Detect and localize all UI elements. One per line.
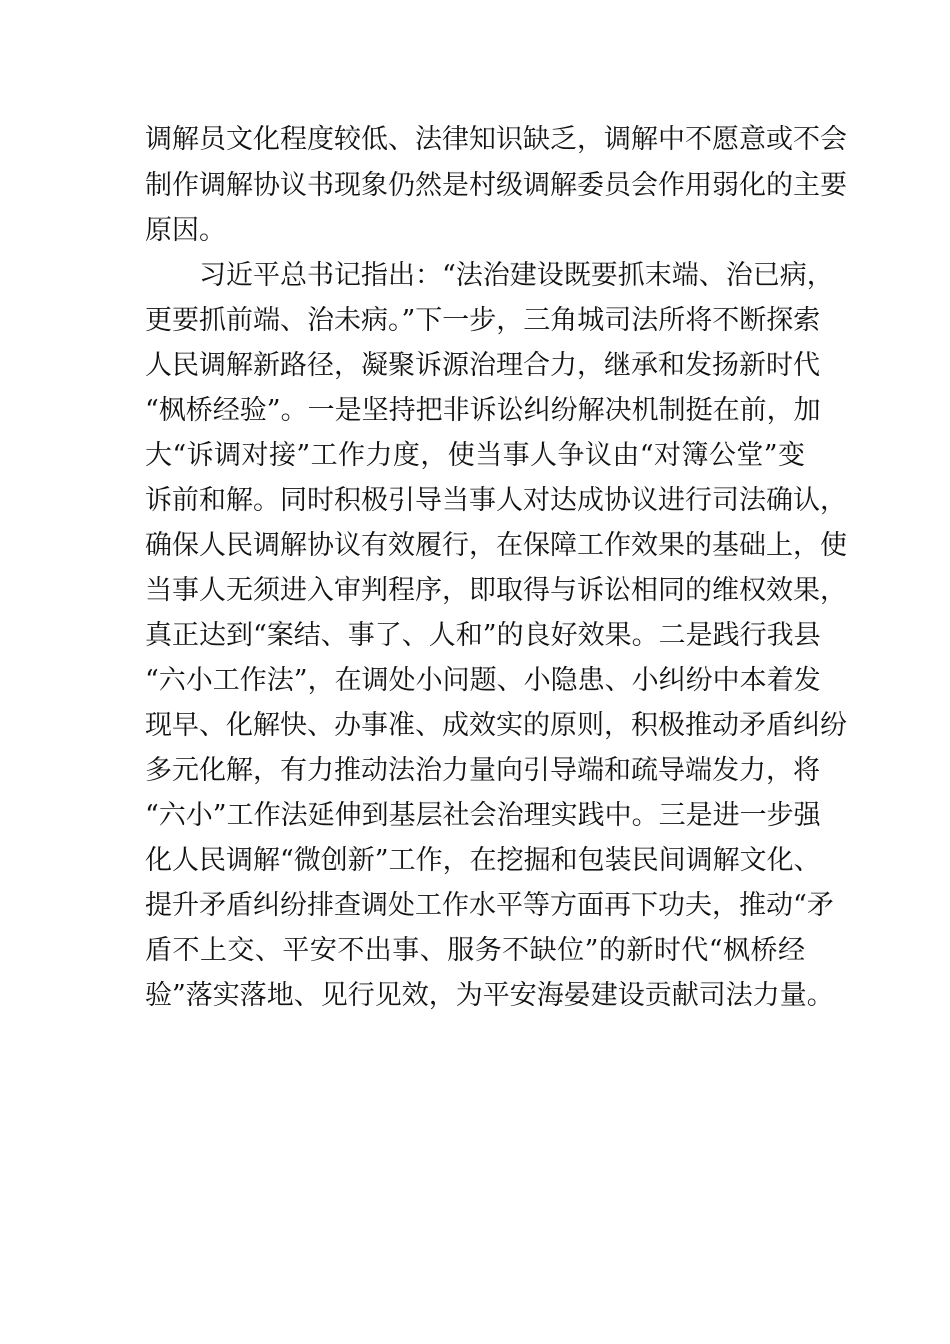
text-line: 调解员文化程度较低、法律知识缺乏，调解中不愿意或不会	[145, 124, 847, 155]
text-line: 人民调解新路径，凝聚诉源治理合力，继承和发扬新时代	[145, 350, 820, 381]
text-line: 大“诉调对接”工作力度，使当事人争议由“对簿公堂”变	[145, 440, 805, 471]
text-line: 制作调解协议书现象仍然是村级调解委员会作用弱化的主要	[145, 170, 847, 201]
text-line: 更要抓前端、治未病。”下一步，三角城司法所将不断探索	[145, 305, 821, 336]
text-line: 多元化解，有力推动法治力量向引导端和疏导端发力，将	[145, 755, 820, 786]
text-line: 盾不上交、平安不出事、服务不缺位”的新时代“枫桥经	[145, 935, 805, 966]
text-line: “六小”工作法延伸到基层社会治理实践中。三是进一步强	[145, 800, 821, 831]
text-line: “六小工作法”，在调处小问题、小隐患、小纠纷中本着发	[145, 665, 821, 696]
text-line: 真正达到“案结、事了、人和”的良好效果。二是践行我县	[145, 620, 821, 651]
text-line: 现早、化解快、办事准、成效实的原则，积极推动矛盾纠纷	[145, 710, 847, 741]
text-line: 提升矛盾纠纷排查调处工作水平等方面再下功夫，推动“矛	[145, 890, 834, 921]
text-line: “枫桥经验”。一是坚持把非诉讼纠纷解决机制挺在前，加	[145, 395, 821, 426]
text-line: 习近平总书记指出：“法治建设既要抓末端、治已病，	[145, 260, 834, 291]
text-line: 化人民调解“微创新”工作，在挖掘和包装民间调解文化、	[145, 845, 821, 876]
text-line: 验”落实落地、见行见效，为平安海晏建设贡献司法力量。	[145, 980, 834, 1011]
text-line: 确保人民调解协议有效履行，在保障工作效果的基础上，使	[145, 530, 847, 561]
text-line: 诉前和解。同时积极引导当事人对达成协议进行司法确认，	[145, 485, 847, 516]
text-line: 当事人无须进入审判程序，即取得与诉讼相同的维权效果，	[145, 575, 847, 606]
text-line: 原因。	[145, 215, 226, 246]
